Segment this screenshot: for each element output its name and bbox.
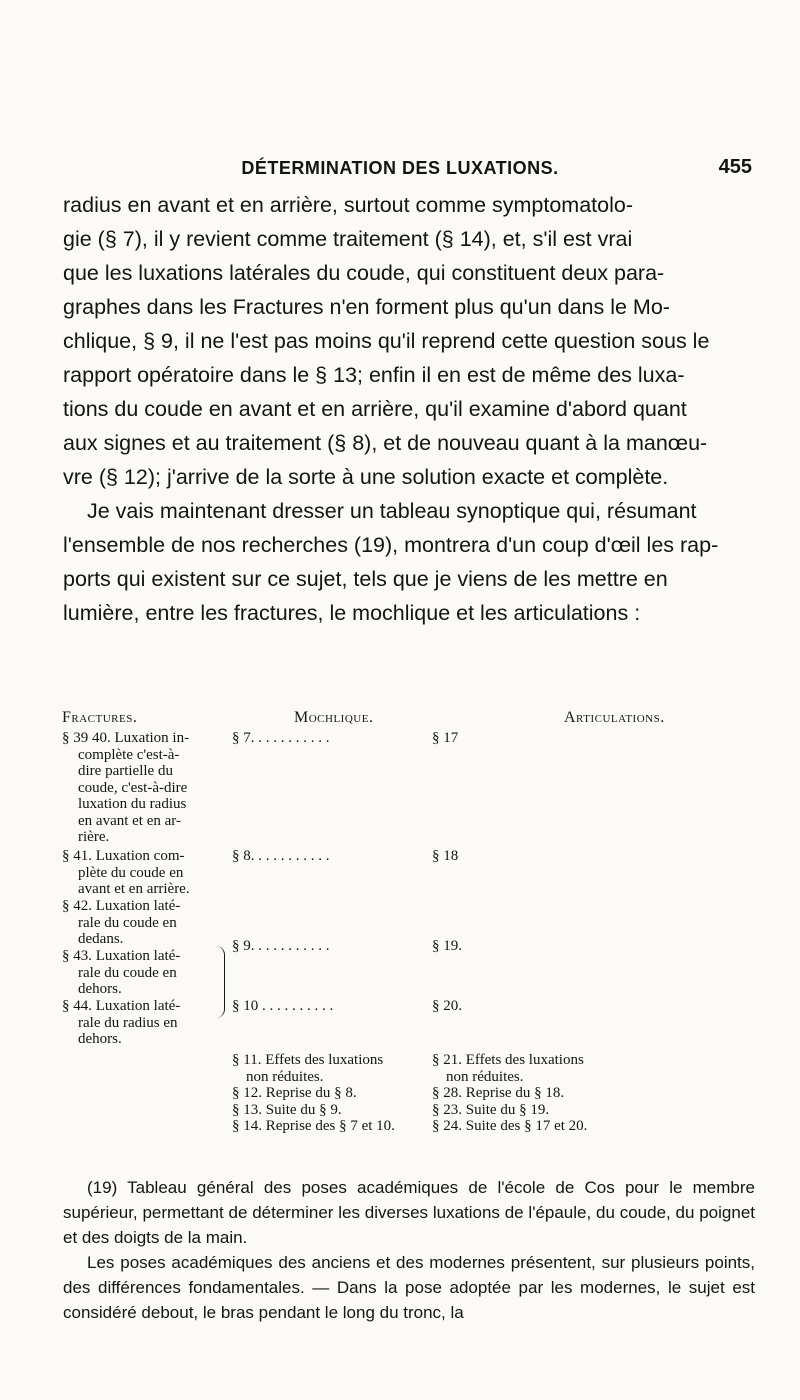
entry-line: § 12. Reprise du § 8. [232, 1085, 357, 1101]
entry-line: § 24. Suite des § 17 et 20. [432, 1118, 588, 1134]
column-header-mochlique: Mochlique. [294, 709, 374, 726]
articulations-entry: § 20. [432, 998, 462, 1014]
entry-line: § 28. Reprise du § 18. [432, 1085, 565, 1101]
footnote [63, 1175, 755, 1325]
articulations-entry: § 18 [432, 848, 459, 864]
entry-line: complète c'est-à- [78, 746, 180, 763]
entry-line: § 42. Luxation laté- [62, 898, 181, 914]
entry-line: § 14. Reprise des § 7 et 10. [232, 1118, 395, 1134]
mochlique-entry: § 10 . . . . . . . . . . [232, 998, 334, 1014]
fractures-entry [62, 898, 222, 948]
fractures-entry [62, 848, 222, 898]
entry-line: § 39 40. Luxation in- [62, 730, 190, 746]
mochlique-entry: § 7. . . . . . . . . . . [232, 730, 330, 746]
text-line: vre (§ 12); j'arrive de la sorte à une solution exacte et complète. [63, 465, 669, 489]
articulations-effects [432, 1052, 652, 1135]
column-header-articulations: Articulations. [564, 709, 665, 726]
text-line: l'ensemble de nos recherches (19), montrera d'un coup d'œil les rap- [63, 533, 719, 557]
text-line: gie (§ 7), il y revient comme traitement (§ 14), et, s'il est vrai [63, 227, 633, 251]
mochlique-entry: § 8. . . . . . . . . . . [232, 848, 330, 864]
synoptic-table [62, 710, 762, 1140]
entry-line: dehors. [78, 981, 122, 997]
articulations-entry: § 17 [432, 730, 459, 746]
paragraph-1 [63, 188, 755, 494]
entry-line: rière. [78, 829, 110, 845]
entry-line: non réduites. [446, 1068, 524, 1085]
entry-line: § 43. Luxation laté- [62, 948, 181, 964]
entry-line: § 41. Luxation com- [62, 848, 185, 864]
entry-line: non réduites. [246, 1068, 324, 1085]
entry-line: rale du coude en [78, 964, 177, 981]
entry-line: coude, c'est-à-dire [78, 779, 188, 796]
running-title: DÉTERMINATION DES LUXATIONS. [241, 158, 559, 178]
entry-line: rale du radius en [78, 1014, 178, 1031]
text-line: que les luxations latérales du coude, qui constituent deux para- [63, 261, 665, 285]
text-line: rapport opératoire dans le § 13; enfin il en est de même des luxa- [63, 363, 685, 387]
mochlique-entry: § 9. . . . . . . . . . . [232, 938, 330, 954]
page-header [0, 158, 800, 182]
entry-line: rale du coude en [78, 914, 177, 931]
text-line: ports qui existent sur ce sujet, tels que je viens de les mettre en [63, 567, 668, 591]
text-line: aux signes et au traitement (§ 8), et de nouveau quant à la manœu- [63, 431, 708, 455]
entry-line: § 11. Effets des luxations [232, 1052, 384, 1068]
fractures-entry [62, 948, 222, 998]
body-text [63, 188, 755, 630]
paragraph-2 [63, 494, 755, 630]
footnote-paragraph: (19) Tableau général des poses académiques de l'école de Cos pour le membre supérieur, permettant de déterminer les diverses luxations de l'épaule, du coude, du poignet et des doigts de la main. [63, 1178, 755, 1247]
entry-line: plète du coude en [78, 864, 184, 881]
text-line: Je vais maintenant dresser un tableau synoptique qui, résumant [87, 499, 697, 523]
footnote-paragraph: Les poses académiques des anciens et des modernes présentent, sur plusieurs points, des différences fondamentales. — Dans la pose adoptée par les modernes, le sujet est considéré debout, le bras pendant le long du tronc, la [63, 1253, 755, 1322]
entry-line: § 44. Luxation laté- [62, 998, 181, 1014]
entry-line: § 23. Suite du § 19. [432, 1101, 550, 1118]
entry-line: § 13. Suite du § 9. [232, 1101, 342, 1118]
entry-line: dehors. [78, 1031, 122, 1047]
text-line: graphes dans les Fractures n'en forment plus qu'un dans le Mo- [63, 295, 670, 319]
text-line: lumière, entre les fractures, le mochlique et les articulations : [63, 601, 641, 625]
entry-line: avant et en arrière. [78, 881, 190, 897]
text-line: chlique, § 9, il ne l'est pas moins qu'il reprend cette question sous le [63, 329, 710, 353]
entry-line: dedans. [78, 931, 124, 947]
articulations-entry: § 19. [432, 938, 462, 954]
mochlique-effects [232, 1052, 432, 1135]
fractures-entry [62, 998, 222, 1048]
entry-line: en avant et en ar- [78, 812, 181, 829]
entry-line: § 21. Effets des luxations [432, 1052, 584, 1068]
column-header-fractures: Fractures. [62, 709, 138, 726]
entry-line: luxation du radius [78, 796, 187, 812]
entry-line: dire partielle du [78, 763, 173, 779]
text-line: tions du coude en avant et en arrière, qu'il examine d'abord quant [63, 397, 687, 421]
page-number: 455 [718, 156, 752, 178]
fractures-entry [62, 730, 222, 846]
text-line: radius en avant et en arrière, surtout comme symptomatolo- [63, 193, 634, 217]
